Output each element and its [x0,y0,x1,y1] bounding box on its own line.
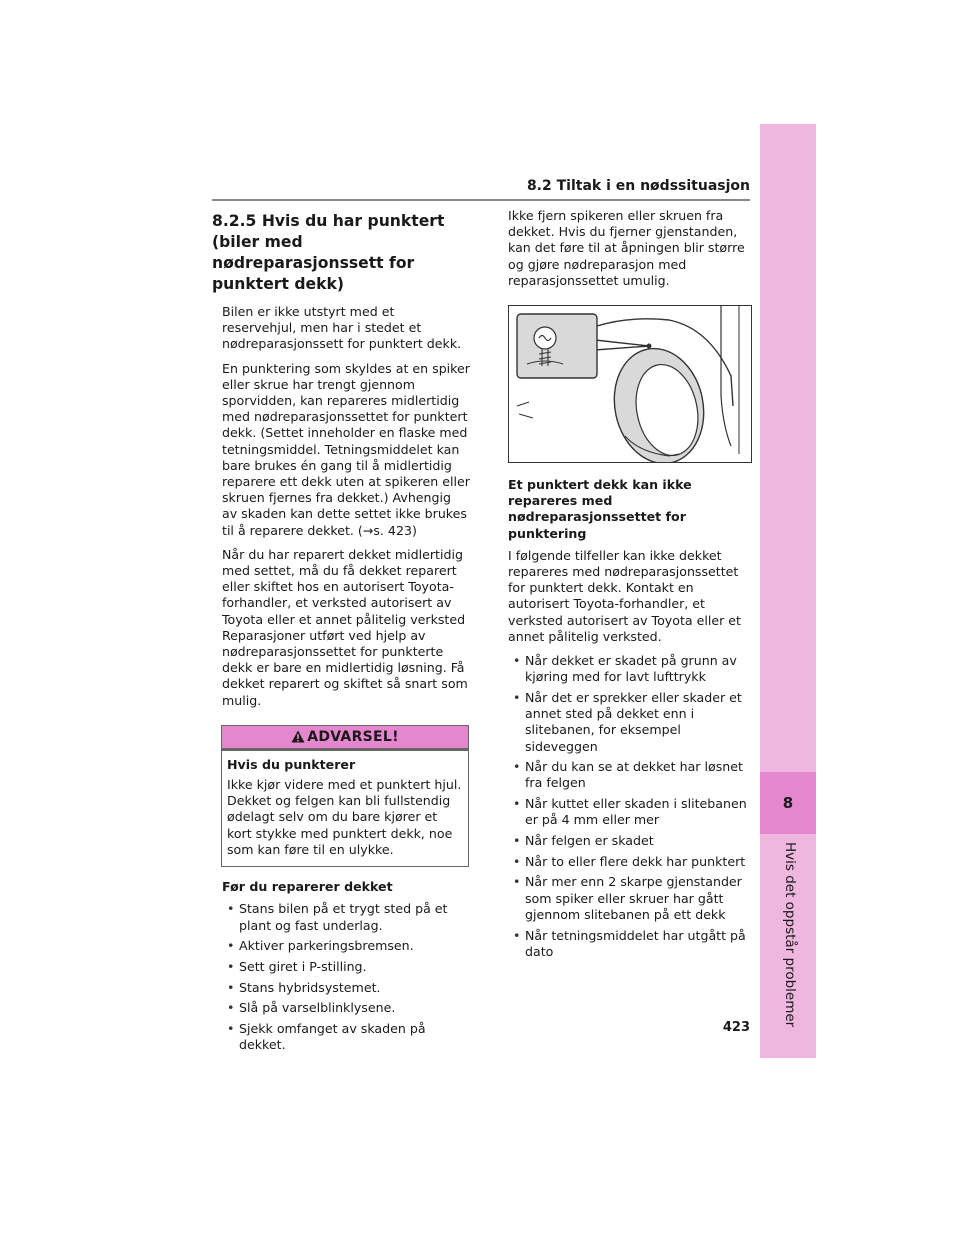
list-item: • Sett giret i P-stilling. [222,959,470,975]
before-repair-heading: Før du reparerer dekket [222,879,393,895]
list-item: • Når det er sprekker eller skader et annet sted på dekket enn i slitebanen, for eksempel sideveggen [508,690,752,755]
list-item: • Når kuttet eller skaden i slitebanen er på 4 mm eller mer [508,796,752,828]
warning-header [222,726,468,748]
warning-box [221,725,469,867]
section-title: 8.2.5 Hvis du har punktert (biler med nødreparasjonssett for punktert dekk) [212,212,445,293]
chapter-number: 8 [782,794,794,812]
warning-label: ADVARSEL! [307,728,399,745]
list-item: • Stans hybridsystemet. [222,980,470,996]
paragraph: Bilen er ikke utstyrt med et reservehjul, men har i stedet et nødreparasjonssett for punktert dekk. [222,304,462,352]
paragraph: Ikke fjern spikeren eller skruen fra dekket. Hvis du fjerner gjenstanden, kan det føre til at åpningen blir større og gjøre nødreparasjon med reparasjonssettet umulig. [508,208,745,288]
cannot-repair-heading: Et punktert dekk kan ikke repareres med nødreparasjonssettet for punktering [508,477,692,541]
paragraph: Når du har reparert dekket midlertidig med settet, må du få dekket reparert eller skiftet hos en autorisert Toyota-forhandler, et verksted autorisert av Toyota eller et annet pålitelig verksted Reparasjoner utført ved hjelp av nødreparasjonssettet for punkterte dekk er bare en midlertidig løsning. Få dekket reparert og skiftet så snart som mulig. [222,546,468,708]
paragraph: En punktering som skyldes at en spiker eller skrue har trengt gjennom sporvidden, kan repareres midlertidig med nødreparasjonssettet for punktert dekk. (Settet inneholder en flaske med tetningsmiddel. Tetningsmiddelet kan bare brukes én gang til å midlertidig reparere ett dekk uten at spikeren eller skruen fjernes fra dekket.) Avhengig av skaden kan dette settet ikke brukes til å reparere dekket. (→s. 423) [222,360,470,538]
list-item: • Når to eller flere dekk har punktert [508,854,752,870]
list-item: • Når du kan se at dekket har løsnet fra felgen [508,759,752,791]
before-repair-list [222,901,470,1053]
list-item: • Når tetningsmiddelet har utgått på dato [508,928,752,960]
tire-figure [508,305,752,463]
left-column [212,208,470,1058]
warning-triangle-icon [291,730,305,743]
list-item: • Aktiver parkeringsbremsen. [222,938,470,954]
list-item: • Sjekk omfanget av skaden på dekket. [222,1021,470,1053]
header-divider [212,199,750,201]
warning-title: Hvis du punkterer [227,756,356,772]
warning-text: Ikke kjør videre med et punktert hjul. Dekket og felgen kan bli fullstendig ødelagt selv om du bare kjører et kort stykke med punktert dekk, noe som kan føre til en ulykke. [227,777,462,857]
list-item: • Når dekket er skadet på grunn av kjøring med for lavt lufttrykk [508,653,752,685]
paragraph: I følgende tilfeller kan ikke dekket repareres med nødreparasjonssettet for punktert dekk. Kontakt en autorisert Toyota-forhandler, et verksted autorisert av Toyota eller et annet pålitelig verksted. [508,547,741,644]
warning-body [222,751,468,866]
list-item: • Stans bilen på et trygt sted på et plant og fast underlag. [222,901,470,933]
page-number: 423 [722,1020,750,1035]
right-column [508,208,752,965]
cannot-repair-list [508,653,752,960]
chapter-title: Hvis det oppstår problemer [782,842,798,1028]
list-item: • Når felgen er skadet [508,833,752,849]
list-item: • Når mer enn 2 skarpe gjenstander som spiker eller skruer har gått gjennom slitebanen på ett dekk [508,874,752,923]
tire-with-screw-illustration [509,306,751,462]
list-item: • Slå på varselblinklysene. [222,1000,470,1016]
running-header: 8.2 Tiltak i en nødssituasjon [526,178,750,194]
